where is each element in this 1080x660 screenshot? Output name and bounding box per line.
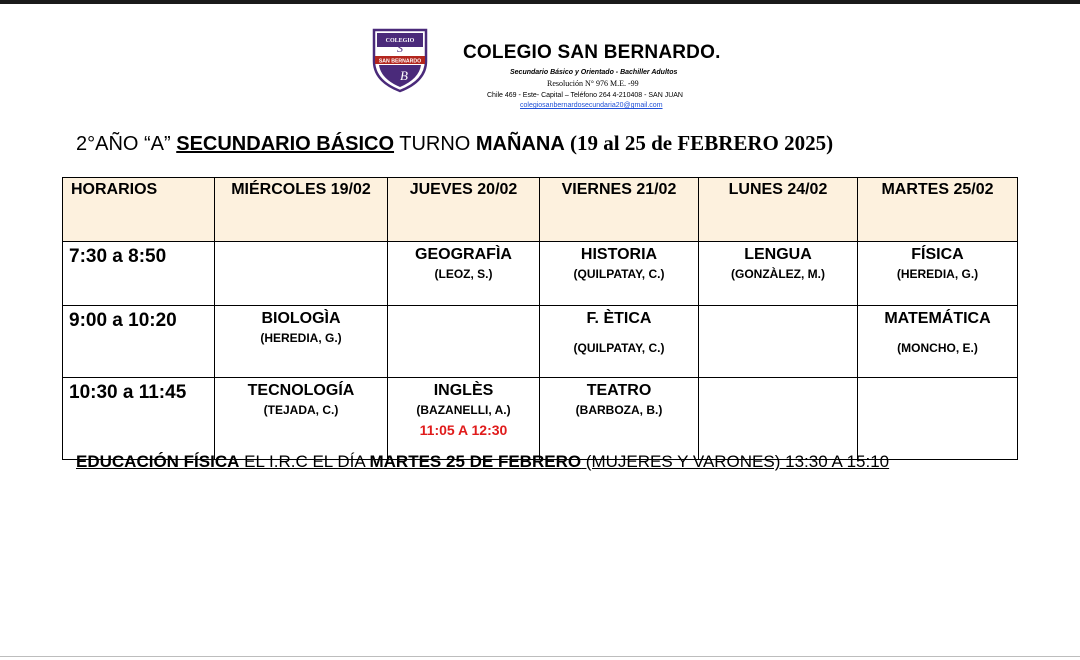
schedule-cell (858, 306, 1018, 378)
subject-name: BIOLOGÌA (261, 310, 341, 327)
schedule-cell (540, 378, 699, 460)
schedule-cell (699, 378, 858, 460)
subject-name: TECNOLOGÍA (247, 382, 355, 399)
schedule-cell (388, 242, 540, 306)
teacher-name: (BAZANELLI, A.) (416, 403, 511, 417)
svg-text:S: S (397, 41, 403, 55)
teacher-name: (BARBOZA, B.) (575, 403, 663, 417)
footer-subject: EDUCACIÓN FÍSICA (76, 452, 240, 471)
header-lunes: LUNES 24/02 (699, 178, 858, 242)
svg-text:COLEGIO: COLEGIO (385, 38, 415, 44)
footer-place: EL I.R.C EL DÍA (239, 452, 370, 471)
header-jueves: JUEVES 20/02 (388, 178, 540, 242)
title-grade: 2°AÑO “A” (76, 133, 177, 155)
bottom-divider (0, 656, 1080, 657)
schedule-cell (699, 242, 858, 306)
schedule-cell (388, 378, 540, 460)
schedule-title (76, 131, 833, 156)
subject-name: LENGUA (744, 246, 812, 263)
school-email-link[interactable]: colegiosanbernardosecundaria20@gmail.com (520, 102, 663, 109)
schedule-cell (540, 306, 699, 378)
teacher-name: (GONZÀLEZ, M.) (731, 267, 825, 281)
schedule-cell (699, 306, 858, 378)
class-time-note: 11:05 A 12:30 (419, 422, 508, 438)
subject-name: INGLÈS (433, 382, 494, 399)
schedule-cell (858, 378, 1018, 460)
header-viernes: VIERNES 21/02 (540, 178, 699, 242)
subject-name: F. ÈTICA (586, 310, 652, 327)
teacher-name: (HEREDIA, G.) (896, 267, 979, 281)
title-shift-word: TURNO (394, 133, 476, 155)
subject-name: FÍSICA (911, 246, 964, 263)
table-row (63, 242, 1018, 306)
schedule-cell (388, 306, 540, 378)
school-address: Chile 469 - Este- Capital – Teléfono 264 4-210408 - SAN JUAN (487, 92, 683, 99)
schedule-table (62, 177, 1018, 460)
title-level: SECUNDARIO BÁSICO (176, 133, 395, 155)
school-resolution: Resolución N° 976 M.E. -99 (547, 79, 639, 88)
schedule-cell (215, 378, 388, 460)
footer-date: MARTES 25 DE FEBRERO (369, 452, 582, 471)
schedule-cell (858, 242, 1018, 306)
time-slot: 9:00 a 10:20 (63, 306, 215, 378)
title-period: (19 al 25 de FEBRERO 2025) (564, 131, 834, 155)
teacher-name: (QUILPATAY, C.) (573, 267, 665, 281)
subject-name: GEOGRAFÌA (415, 246, 512, 263)
teacher-name: (QUILPATAY, C.) (573, 341, 665, 355)
subject-name: HISTORIA (580, 246, 658, 263)
teacher-name: (LEOZ, S.) (434, 267, 493, 281)
table-header-row (63, 178, 1018, 242)
time-slot: 10:30 a 11:45 (63, 378, 215, 460)
header-martes: MARTES 25/02 (858, 178, 1018, 242)
header-miercoles: MIÉRCOLES 19/02 (215, 178, 388, 242)
school-subtitle: Secundario Básico y Orientado - Bachiller Adultos (510, 69, 678, 76)
teacher-name: (TEJADA, C.) (263, 403, 339, 417)
school-name: COLEGIO SAN BERNARDO. (463, 42, 721, 63)
schedule-cell (215, 306, 388, 378)
schedule-cell (540, 242, 699, 306)
school-crest-logo (371, 27, 429, 93)
physical-education-note (76, 452, 889, 472)
top-border (0, 0, 1080, 4)
teacher-name: (HEREDIA, G.) (260, 331, 342, 345)
svg-text:SAN BERNARDO: SAN BERNARDO (378, 58, 422, 65)
title-shift: MAÑANA (475, 133, 565, 155)
subject-name: TEATRO (586, 382, 652, 399)
footer-time: (MUJERES Y VARONES) 13:30 A 15:10 (581, 452, 890, 471)
time-slot: 7:30 a 8:50 (63, 242, 215, 306)
table-row (63, 306, 1018, 378)
header-horarios: HORARIOS (63, 178, 215, 242)
table-row (63, 378, 1018, 460)
subject-name: MATEMÁTICA (884, 310, 991, 327)
schedule-cell (215, 242, 388, 306)
svg-text:B: B (400, 68, 408, 83)
teacher-name: (MONCHO, E.) (897, 341, 978, 355)
